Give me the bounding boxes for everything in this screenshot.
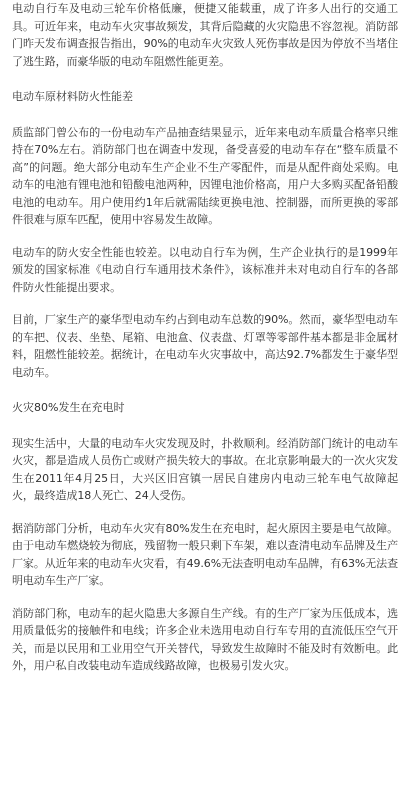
section-heading-materials: 电动车原材料防火性能差 xyxy=(12,90,133,103)
paragraph-fire-safety-standard: 电动车的防火安全性能也较差。以电动自行车为例，生产企业执行的是1999年颁发的国家标准《电动自行车通用技术条件》，该标准并未对电动自行车的各部件防火性能提出要求。 xyxy=(12,245,398,294)
paragraph-production-hazards: 消防部门称，电动车的起火隐患大多源自生产线。有的生产厂家为压低成本，选用质量低劣的接触件和电线；许多企业未选用电动自行车专用的直流低压空气开关，而是以民用和工业用空气开关替代，导致发生故障时不能及时有效断电。此外，用户私自改装电动车造成线路故障，也极易引发火灾。 xyxy=(12,606,398,672)
paragraph-fire-analysis: 据消防部门分析，电动车火灾有80%发生在充电时，起火原因主要是电气故障。由于电动车燃烧较为彻底，残留物一般只剩下车架，难以查清电动车品牌及生产厂家。从近年来的电动车火灾看，有49.6%无法查明电动车品牌，有63%无法查明电动车生产厂家。 xyxy=(12,521,398,587)
paragraph-fire-cases: 现实生活中，大量的电动车火灾发现及时，扑救顺利。经消防部门统计的电动车火灾，都是造成人员伤亡或财产损失较大的事故。在北京影响最大的一次火灾发生在2011年4月25日，大兴区旧宫镇一居民自建房内电动三轮车电气故障起火，最终造成18人死亡、24人受伤。 xyxy=(12,436,398,502)
news-article xyxy=(12,0,398,675)
paragraph-quality-inspection: 质监部门曾公布的一份电动车产品抽查结果显示，近年来电动车质量合格率只维持在70%左右。消防部门也在调查中发现，备受喜爱的电动车存在“整车质量不高”的问题。绝大部分电动车生产企业不生产零配件，而是从配件商处采购。电动车的电池有锂电池和铅酸电池两种，因锂电池价格高，用户大多购买配备铅酸电池的电动车。用户使用约1年后就需陆续更换电池、控制器，而所更换的零部件很难与原车匹配，使用中容易发生故障。 xyxy=(12,125,398,226)
paragraph-intro: 电动自行车及电动三轮车价格低廉，便捷又能载重，成了许多人出行的交通工具。可近年来，电动车火灾事故频发，其背后隐藏的火灾隐患不容忽视。消防部门昨天发布调查报告指出，90%的电动车火灾致人死伤事故是因为停放不当堵住了逃生路，而豪华版的电动车阻燃性能更差。 xyxy=(12,2,398,68)
paragraph-luxury-models: 目前，厂家生产的豪华型电动车约占到电动车总数的90%。然而，豪华型电动车的车把、仪表、坐垫、尾箱、电池盒、仪表盘、灯罩等零部件基本都是非金属材料，阻燃性能较差。据统计，在电动车火灾事故中，高达92.7%都发生于豪华型电动车。 xyxy=(12,313,398,379)
section-heading-charging: 火灾80%发生在充电时 xyxy=(12,401,125,414)
